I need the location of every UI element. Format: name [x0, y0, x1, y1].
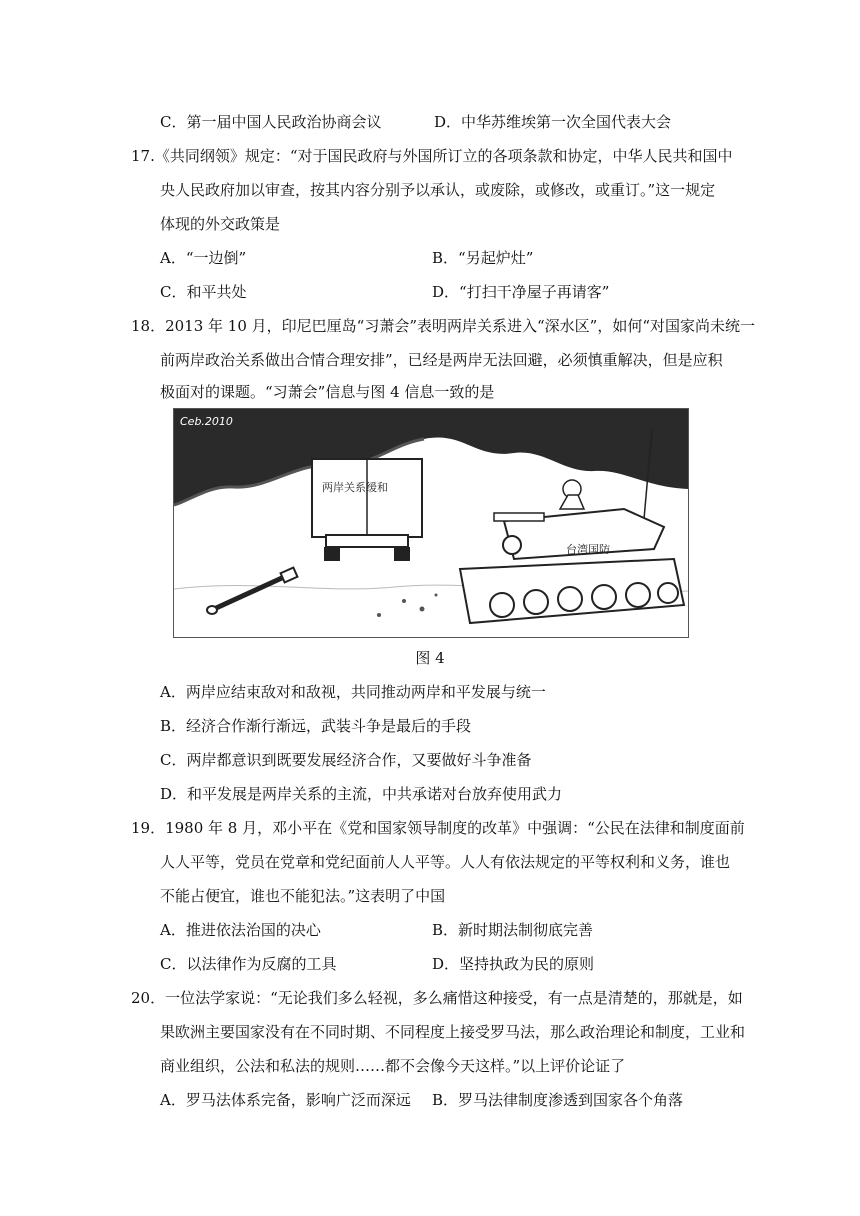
q17-option-b: B．“另起炉灶” — [432, 249, 534, 267]
truck-illustration — [312, 459, 422, 561]
q20-stem-line-1: 20．一位法学家说：“无论我们多么轻视，多么痛惜这种接受，有一点是清楚的，那就是，如 — [131, 989, 743, 1007]
q17-stem-line-2: 央人民政府加以审查，按其内容分别予以承认，或废除，或修改，或重订。”这一规定 — [160, 181, 716, 199]
q20-option-b: B．罗马法律制度渗透到国家各个角落 — [432, 1091, 684, 1109]
q18-stem-line-3: 极面对的课题。“习萧会”信息与图 4 信息一致的是 — [160, 383, 495, 401]
detached-gun-barrel — [207, 568, 297, 614]
q20-stem-line-3: 商业组织，公法和私法的规则……都不会像今天这样。”以上评价论证了 — [160, 1057, 626, 1075]
q20-option-a: A．罗马法体系完备，影响广泛而深远 — [160, 1091, 411, 1109]
q17-stem-line-1: 17.《共同纲领》规定：“对于国民政府与外国所订立的各项条款和协定，中华人民共和国中 — [131, 147, 733, 165]
q18-option-b: B．经济合作渐行渐远，武装斗争是最后的手段 — [160, 717, 472, 735]
svg-text:台湾国防: 台湾国防 — [566, 543, 610, 556]
q19-stem-line-1: 19．1980 年 8 月，邓小平在《党和国家领导制度的改革》中强调：“公民在法律和制度面前 — [131, 819, 745, 837]
q18-option-d: D．和平发展是两岸关系的主流，中共承诺对台放弃使用武力 — [160, 785, 563, 803]
figure-4-cartoon — [173, 408, 689, 638]
q18-option-c: C．两岸都意识到既要发展经济合作，又要做好斗争准备 — [160, 751, 532, 769]
q16-option-c: C．第一届中国人民政治协商会议 — [160, 113, 382, 131]
q17-option-d: D．“打扫干净屋子再请客” — [432, 283, 610, 301]
q17-option-c: C．和平共处 — [160, 283, 247, 301]
q16-option-d: D．中华苏维埃第一次全国代表大会 — [434, 113, 672, 131]
q17-stem-line-3: 体现的外交政策是 — [160, 215, 281, 233]
cartoonist-signature — [180, 415, 233, 428]
q19-stem-line-3: 不能占便宜，谁也不能犯法。”这表明了中国 — [160, 887, 446, 905]
svg-text:Ceb.2010: Ceb.2010 — [180, 415, 233, 428]
q19-option-b: B．新时期法制彻底完善 — [432, 921, 594, 939]
q19-option-d: D．坚持执政为民的原则 — [432, 955, 595, 973]
q18-stem-line-1: 18．2013 年 10 月，印尼巴厘岛“习萧会”表明两岸关系进入“深水区”，如何“对国家尚未统一 — [131, 317, 755, 335]
figure-4-caption: 图 4 — [415, 649, 445, 667]
q19-option-c: C．以法律作为反腐的工具 — [160, 955, 337, 973]
q20-stem-line-2: 果欧洲主要国家没有在不同时期、不同程度上接受罗马法，那么政治理论和制度，工业和 — [160, 1023, 746, 1041]
q18-stem-line-2: 前两岸政治关系做出合情合理安排”，已经是两岸无法回避，必须慎重解决，但是应积 — [160, 351, 723, 369]
q18-option-a: A．两岸应结束敌对和敌视，共同推动两岸和平发展与统一 — [160, 683, 546, 701]
svg-text:两岸关系缓和: 两岸关系缓和 — [322, 481, 388, 494]
q19-option-a: A．推进依法治国的决心 — [160, 921, 321, 939]
q19-stem-line-2: 人人平等，党员在党章和党纪面前人人平等。人人有依法规定的平等权利和义务，谁也 — [160, 853, 731, 871]
q17-option-a: A．“一边倒” — [160, 249, 247, 267]
